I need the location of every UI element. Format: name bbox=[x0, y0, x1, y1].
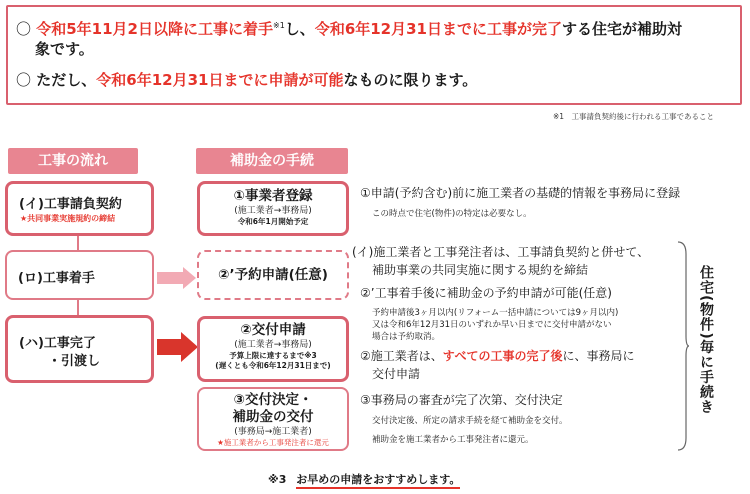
notice-line-2 bbox=[16, 69, 477, 91]
text: なものに限ります。 bbox=[343, 71, 478, 89]
step-business-registration bbox=[197, 181, 349, 236]
desc-contract: (イ)施工業者と工事発注者は、工事請負契約と併せて、 bbox=[352, 245, 650, 259]
step-reservation bbox=[197, 250, 349, 300]
desc-application bbox=[360, 347, 635, 365]
highlight-text: 令和6年12月31日までに工事が完了 bbox=[314, 20, 562, 38]
desc-reservation-note: 場合は予約取消。 bbox=[372, 332, 441, 342]
desc-application-2: 交付申請 bbox=[372, 367, 421, 381]
step-sub: (施工業者→事務局) bbox=[234, 340, 312, 350]
desc-reservation-note: 予約申請後3ヶ月以内(リフォーム一括申請については9ヶ月以内) bbox=[372, 308, 619, 318]
arrow-bold-icon bbox=[157, 332, 199, 362]
connector-line bbox=[77, 235, 79, 250]
step-title: (ハ)工事完了 bbox=[19, 336, 96, 351]
highlight-text: すべての工事の完了後 bbox=[442, 349, 563, 363]
step-note: (遅くとも令和6年12月31日まで) bbox=[215, 361, 331, 370]
text: する住宅が補助対 bbox=[562, 20, 683, 38]
connector-line bbox=[77, 300, 79, 315]
footnote-3 bbox=[268, 471, 460, 487]
text: し、 bbox=[284, 20, 315, 38]
step-grant-decision bbox=[197, 387, 349, 451]
footnote-text: お早めの申請をおすすめします。 bbox=[296, 473, 460, 489]
arrow-light-icon bbox=[157, 267, 197, 289]
desc-decision-note: 補助金を施工業者から工事発注者に還元。 bbox=[372, 435, 534, 445]
step-note: ★施工業者から工事発注者に還元 bbox=[217, 438, 329, 447]
notice-line-1 bbox=[16, 15, 738, 40]
notice-line-1-cont: 象です。 bbox=[35, 40, 94, 58]
per-property-label: 住宅(物件)毎に手続き bbox=[698, 265, 714, 415]
step-date: 令和6年1月開始予定 bbox=[237, 217, 309, 226]
step-title: ②交付申請 bbox=[240, 322, 306, 338]
step-title: ②’予約申請(任意) bbox=[218, 267, 328, 283]
highlight-text: 令和5年11月2日以降に工事に着手 bbox=[36, 20, 273, 38]
step-title: ①事業者登録 bbox=[233, 188, 313, 204]
header-work-flow: 工事の流れ bbox=[8, 148, 138, 174]
bullet: 〇 bbox=[16, 71, 32, 89]
bracket-icon bbox=[676, 240, 690, 452]
bullet: 〇 bbox=[16, 20, 32, 38]
desc-registration-note: この時点で住宅(物件)の特定は必要なし。 bbox=[372, 209, 532, 219]
step-title: ③交付決定・ bbox=[233, 392, 313, 408]
step-title: (ロ)工事着手 bbox=[18, 271, 95, 286]
desc-registration: ①申請(予約含む)前に施工業者の基礎的情報を事務局に登録 bbox=[360, 186, 681, 200]
highlight-text: 令和6年12月31日までに申請が可能 bbox=[96, 71, 344, 89]
step-title-2: ・引渡し bbox=[48, 354, 101, 369]
step-grant-application bbox=[197, 316, 349, 382]
footnote-ref: ※1 bbox=[273, 21, 285, 30]
desc-contract-2: 補助事業の共同実施に関する規約を締結 bbox=[372, 263, 589, 277]
desc-decision: ③事務局の審査が完了次第、交付決定 bbox=[360, 393, 563, 407]
text: に、事務局に bbox=[562, 349, 635, 363]
step-note: ★共同事業実施規約の締結 bbox=[20, 214, 116, 223]
notice-box bbox=[6, 5, 742, 105]
step-note: 予算上限に達するまで※3 bbox=[229, 351, 317, 360]
step-title-2: 補助金の交付 bbox=[232, 409, 314, 425]
step-title: (イ)工事請負契約 bbox=[19, 197, 122, 212]
desc-decision-note: 交付決定後、所定の請求手続を経て補助金を交付。 bbox=[372, 416, 568, 426]
desc-reservation-note: 又は令和6年12月31日のいずれか早い日までに交付申請がない bbox=[372, 320, 612, 330]
footnote-ref: ※3 bbox=[268, 473, 287, 486]
step-completion bbox=[5, 315, 154, 383]
step-construction-start bbox=[5, 250, 154, 300]
step-contract bbox=[5, 181, 154, 236]
step-sub: (事務局→施工業者) bbox=[234, 427, 312, 437]
text: ただし、 bbox=[36, 71, 97, 89]
footnote-1: ※1 工事請負契約後に行われる工事であること bbox=[553, 112, 715, 121]
text: ②施工業者は、 bbox=[360, 349, 443, 363]
step-sub: (施工業者→事務局) bbox=[234, 206, 312, 216]
desc-reservation: ②’工事着手後に補助金の予約申請が可能(任意) bbox=[360, 286, 612, 300]
header-subsidy-procedure: 補助金の手続 bbox=[196, 148, 348, 174]
